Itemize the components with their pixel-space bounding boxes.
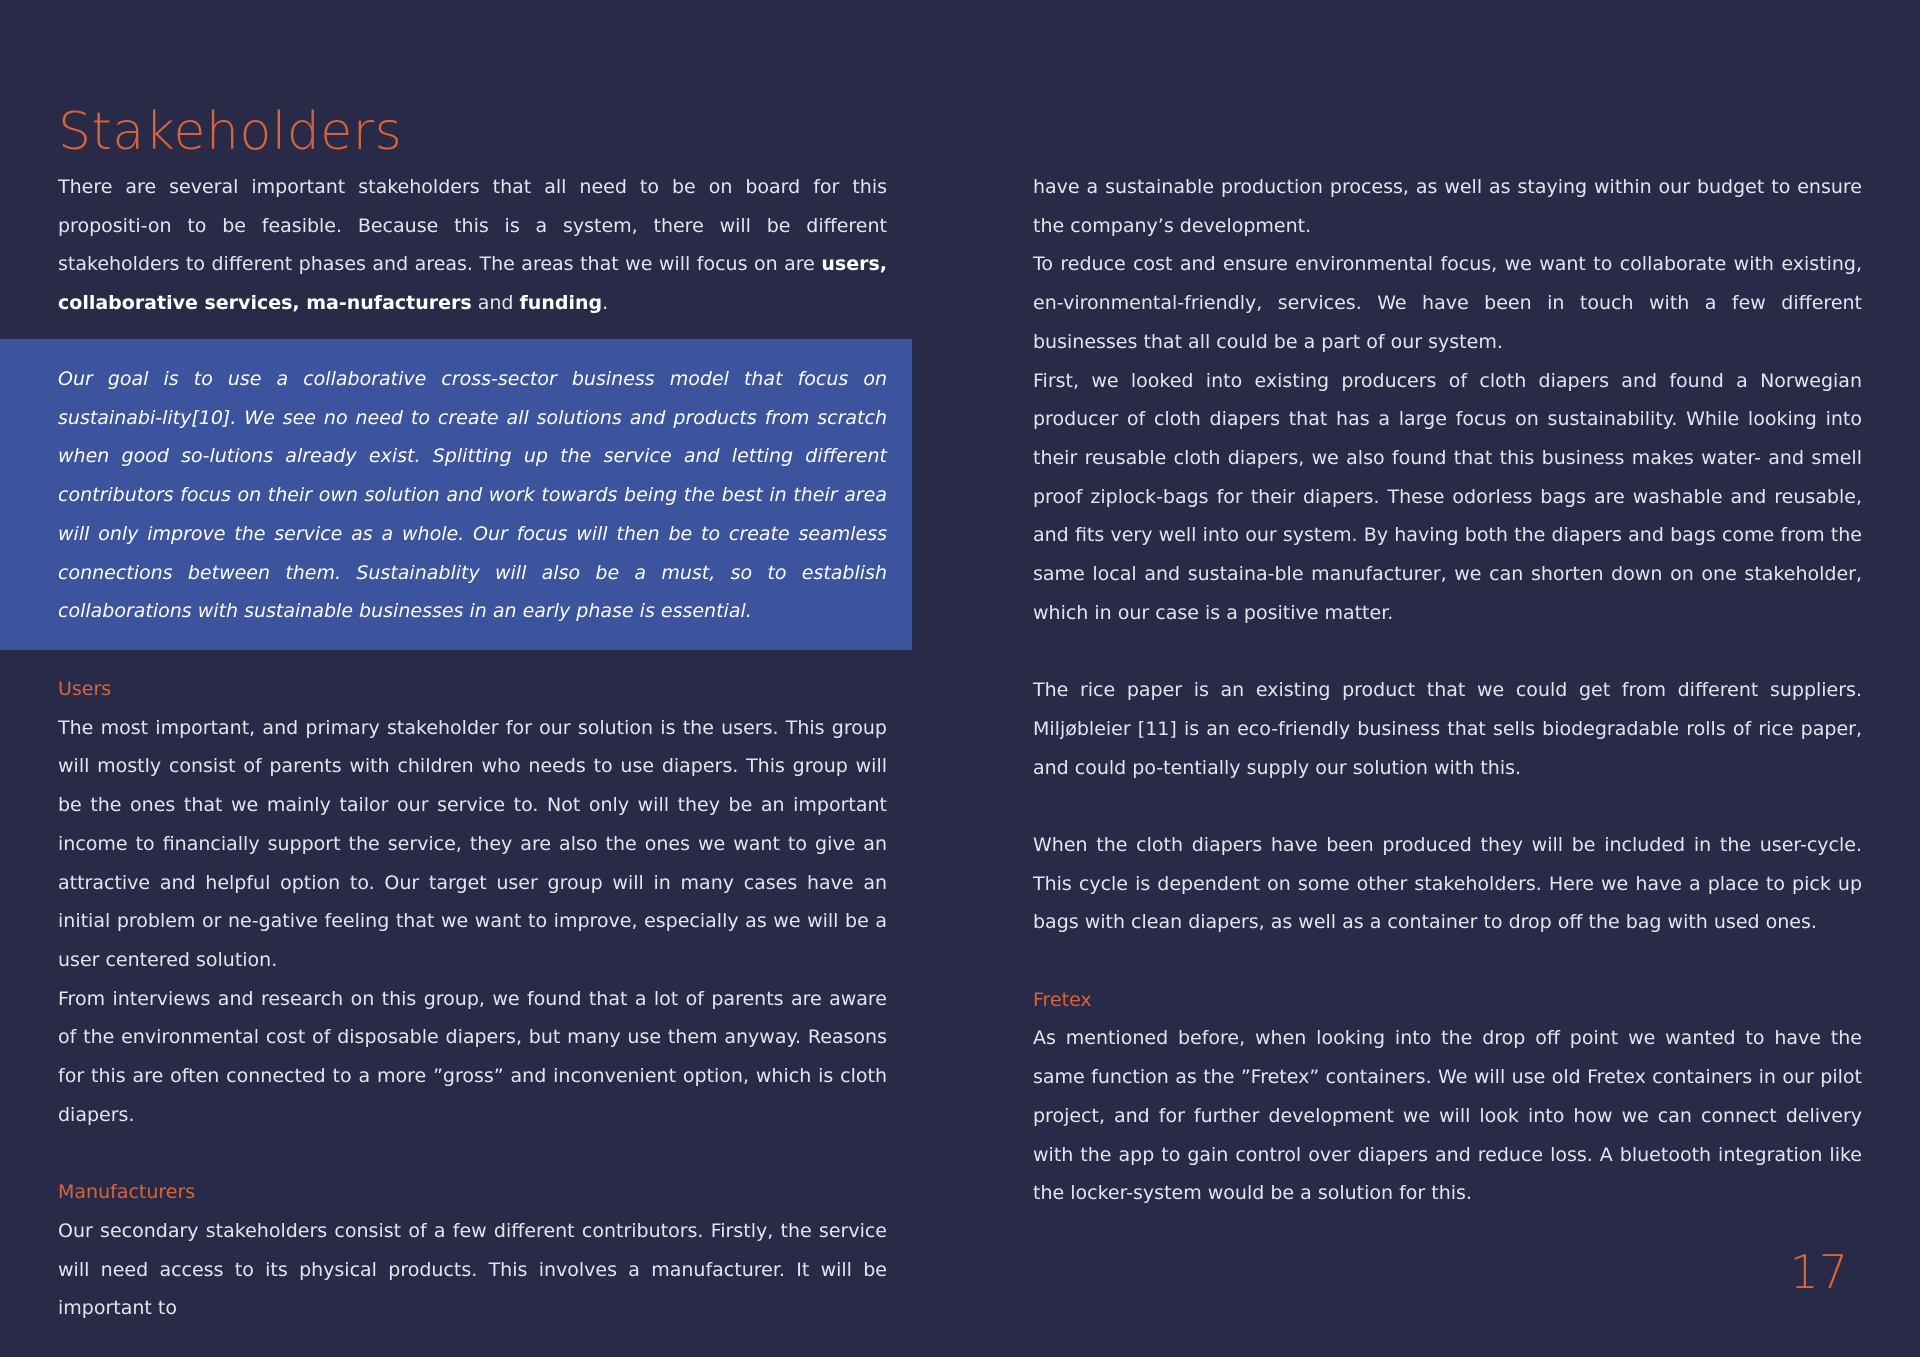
intro-and: and <box>471 292 520 315</box>
page-number: 17 <box>1789 1245 1848 1299</box>
right-paragraph-3: First, we looked into existing producers of cloth diapers and found a Norwegian producer of cloth diapers that has a large focus on sustainability. While looking into their reusable cloth diapers, we also found that this business makes water- and smell proof ziplock-bags for their diapers. These odorless bags are washable and reusable, and fits very well into our system. By having both the diapers and bags come from the same local and sustaina-ble manufacturer, we can shorten down on one stakeholder, which in our case is a positive matter. <box>1033 369 1862 624</box>
fretex-heading: Fretex <box>1033 988 1092 1011</box>
spacer <box>1033 787 1862 826</box>
spacer <box>58 1134 887 1173</box>
intro-end: . <box>602 292 609 315</box>
right-paragraph-1: have a sustainable production process, as well as staying within our budget to ensure the company’s development. <box>1033 176 1862 237</box>
manufacturers-paragraph-1: Our secondary stakeholders consist of a few different contributors. Firstly, the service will need access to its physical products. This involves a manufacturer. It will be important to <box>58 1219 887 1320</box>
left-column-intro <box>58 168 887 323</box>
users-paragraph-2: From interviews and research on this group, we found that a lot of parents are aware of the environmental cost of disposable diapers, but many use them anyway. Reasons for this are often connected to a more ”gross” and inconvenient option, which is cloth diapers. <box>58 987 887 1126</box>
spacer <box>1033 942 1862 981</box>
right-column <box>1033 168 1862 1213</box>
page-title: Stakeholders <box>58 102 403 162</box>
users-heading: Users <box>58 678 112 700</box>
manufacturers-heading: Manufacturers <box>58 1181 196 1204</box>
fretex-paragraph-1: As mentioned before, when looking into the drop off point we wanted to have the same function as the ”Fretex” containers. We will use old Fretex containers in our pilot project, and for further development we will look into how we can connect delivery with the app to gain control over diapers and reduce loss. A bluetooth integration like the locker-system would be a solution for this. <box>1033 1027 1862 1205</box>
intro-paragraph <box>58 168 887 323</box>
intro-text: There are several important stakeholders that all need to be on board for this propositi-on to be feasible. Because this is a system, there will be different stakeholders to different phases and areas. The areas that we will focus on are <box>58 176 887 276</box>
users-paragraph-1: The most important, and primary stakeholder for our solution is the users. This group will mostly consist of parents with children who needs to use diapers. This group will be the ones that we mainly tailor our service to. Not only will they be an important income to financially support the service, they are also the ones we want to give an attractive and helpful option to. Our target user group will in many cases have an initial problem or ne-gative feeling that we want to improve, especially as we will be a user centered solution. <box>58 716 887 971</box>
right-paragraph-4: The rice paper is an existing product that we could get from different suppliers. Miljøbleier [11] is an eco-friendly business that sells biodegradable rolls of rice paper, and could po-tentially supply our solution with this. <box>1033 679 1862 779</box>
right-paragraph-5: When the cloth diapers have been produced they will be included in the user-cycle. This cycle is dependent on some other stakeholders. Here we have a place to pick up bags with clean diapers, as well as a container to drop off the bag with used ones. <box>1033 833 1862 934</box>
intro-bold-areas: users, collaborative services, ma-nufacturers <box>58 253 887 315</box>
goal-quote: Our goal is to use a collaborative cross-sector business model that focus on sustainabi-lity[10]. We see no need to create all solutions and products from scratch when good so-lutions already exist. Splitting up the service and letting different contributors focus on their own solution and work towards being the best in their area will only improve the service as a whole. Our focus will then be to create seamless connections between them. Sustainablity will also be a must, so to establish collaborations with sustainable businesses in an early phase is essential. <box>58 368 887 623</box>
left-column-sections <box>58 670 887 1328</box>
spacer <box>1033 632 1862 671</box>
right-paragraph-2: To reduce cost and ensure environmental focus, we want to collaborate with existing, en-vironmental-friendly, services. We have been in touch with a few different businesses that all could be a part of our system. <box>1033 253 1862 353</box>
intro-bold-funding: funding <box>519 292 603 315</box>
